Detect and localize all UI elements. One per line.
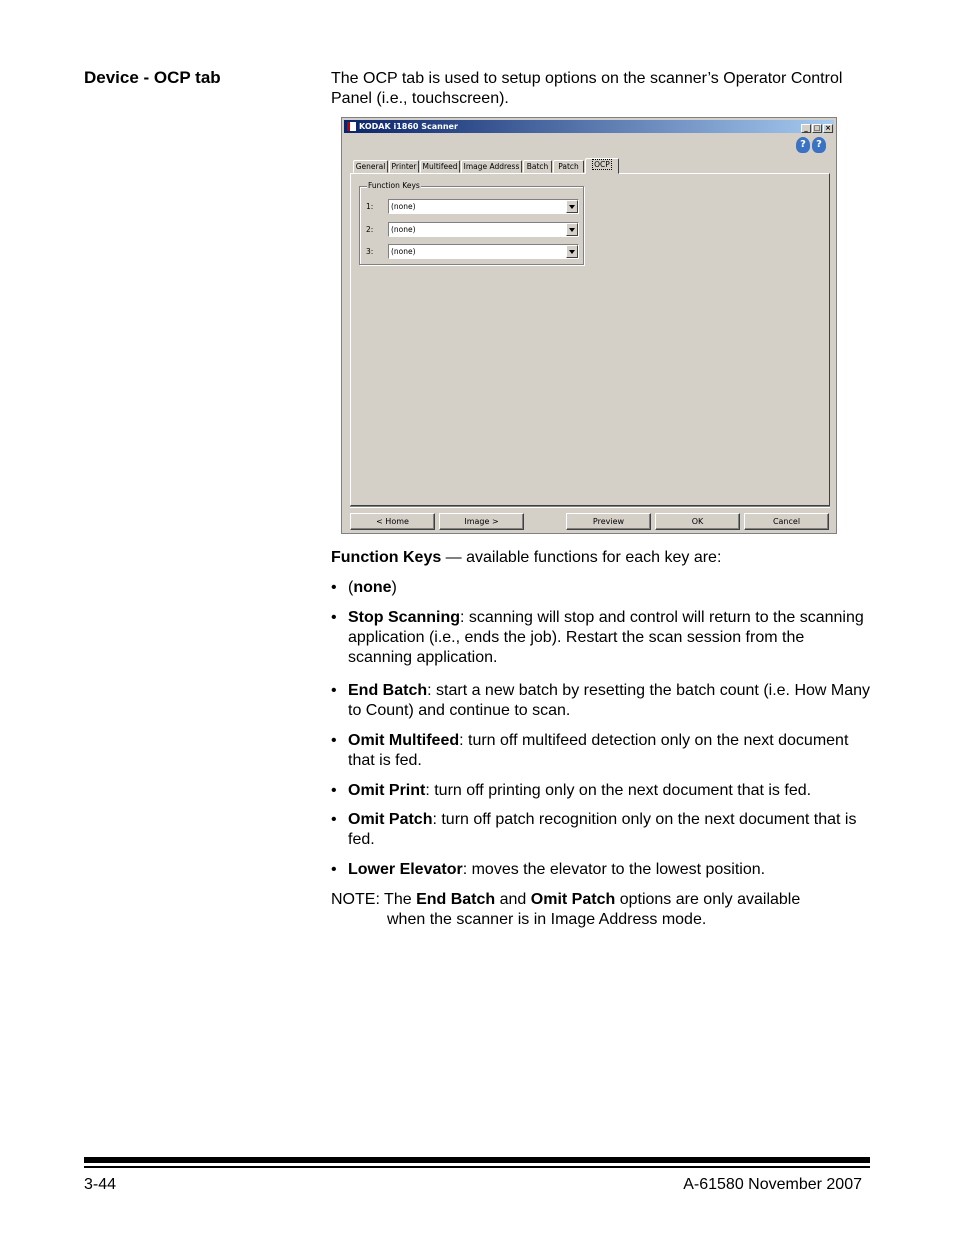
function-keys-lead xyxy=(331,548,871,568)
note xyxy=(331,890,871,930)
image-button[interactable]: Image > xyxy=(439,513,524,530)
note-rest-1: options are only available xyxy=(615,891,801,908)
item-text: : turn off patch recognition only on the next document that is fed. xyxy=(348,811,857,848)
tab-ocp-label: OCP xyxy=(594,160,610,169)
key-1-select[interactable] xyxy=(388,199,579,214)
lead-bold: Function Keys xyxy=(331,549,442,566)
preview-button[interactable]: Preview xyxy=(566,513,651,530)
item-text: : scanning will stop and control will return to the scanning application (i.e., ends the job). Restart the scan session from the scanning application. xyxy=(348,609,864,666)
minimize-button[interactable]: _ xyxy=(801,124,811,133)
item-text: : turn off multifeed detection only on the next document that is fed. xyxy=(348,732,849,769)
tab-patch[interactable]: Patch xyxy=(553,160,584,173)
note-mid: and xyxy=(495,891,531,908)
footer-rule-thin xyxy=(84,1166,870,1168)
key-label: 1: xyxy=(366,202,374,211)
button-separator xyxy=(350,506,830,508)
help-cursor-icon[interactable]: ? xyxy=(796,137,810,153)
scanner-dialog xyxy=(341,117,837,534)
lead-rest: — available functions for each key are: xyxy=(441,549,722,566)
document-id: A-61580 November 2007 xyxy=(683,1176,862,1193)
note-bold-2: Omit Patch xyxy=(530,891,616,908)
kodak-app-icon xyxy=(347,122,356,131)
item-bold: Omit Patch xyxy=(348,811,433,828)
tab-image-address[interactable]: Image Address xyxy=(461,160,522,173)
tab-ocp[interactable] xyxy=(585,158,619,174)
item-bold: End Batch xyxy=(348,682,428,699)
section-heading: Device - OCP tab xyxy=(84,68,221,87)
key-3-select[interactable] xyxy=(388,244,579,259)
key-1-value: (none) xyxy=(391,202,416,211)
footer-rule xyxy=(84,1157,870,1163)
item-text: : moves the elevator to the lowest position. xyxy=(462,861,766,878)
intro-paragraph: The OCP tab is used to setup options on the scanner’s Operator Control Panel (i.e., touchscreen). xyxy=(331,70,843,107)
home-button[interactable]: < Home xyxy=(350,513,435,530)
key-label: 3: xyxy=(366,247,374,256)
key-2-value: (none) xyxy=(391,225,416,234)
item-bold: Lower Elevator xyxy=(348,861,463,878)
item-text: : turn off printing only on the next document that is fed. xyxy=(425,782,812,799)
item-bold: none xyxy=(353,579,392,596)
tab-multifeed[interactable]: Multifeed xyxy=(420,160,460,173)
item-bold: Omit Print xyxy=(348,782,426,799)
maximize-button[interactable]: □ xyxy=(813,124,821,132)
chevron-down-icon[interactable] xyxy=(566,223,578,236)
tab-general[interactable]: General xyxy=(353,160,388,173)
chevron-down-icon[interactable] xyxy=(566,200,578,213)
function-keys-group xyxy=(359,181,584,265)
cancel-button[interactable]: Cancel xyxy=(744,513,829,530)
note-bold-1: End Batch xyxy=(416,891,496,908)
key-2-select[interactable] xyxy=(388,222,579,237)
item-bold: Omit Multifeed xyxy=(348,732,460,749)
key-3-value: (none) xyxy=(391,247,416,256)
note-rest-2: when the scanner is in Image Address mode. xyxy=(387,911,707,928)
chevron-down-icon[interactable] xyxy=(566,245,578,258)
page-number: 3-44 xyxy=(84,1176,117,1193)
tab-printer[interactable]: Printer xyxy=(389,160,419,173)
help-icon[interactable]: ? xyxy=(812,137,826,153)
ok-button[interactable]: OK xyxy=(655,513,740,530)
item-text: : start a new batch by resetting the batch count (i.e. How Many to Count) and continue to scan. xyxy=(348,682,871,719)
key-label: 2: xyxy=(366,225,374,234)
note-prefix: NOTE: The xyxy=(331,891,417,908)
window-title: KODAK i1860 Scanner xyxy=(359,122,458,131)
title-bar xyxy=(344,120,834,133)
close-button[interactable]: × xyxy=(823,124,833,133)
item-bold: Stop Scanning xyxy=(348,609,460,626)
group-title: Function Keys xyxy=(368,181,420,190)
tab-batch[interactable]: Batch xyxy=(523,160,552,173)
